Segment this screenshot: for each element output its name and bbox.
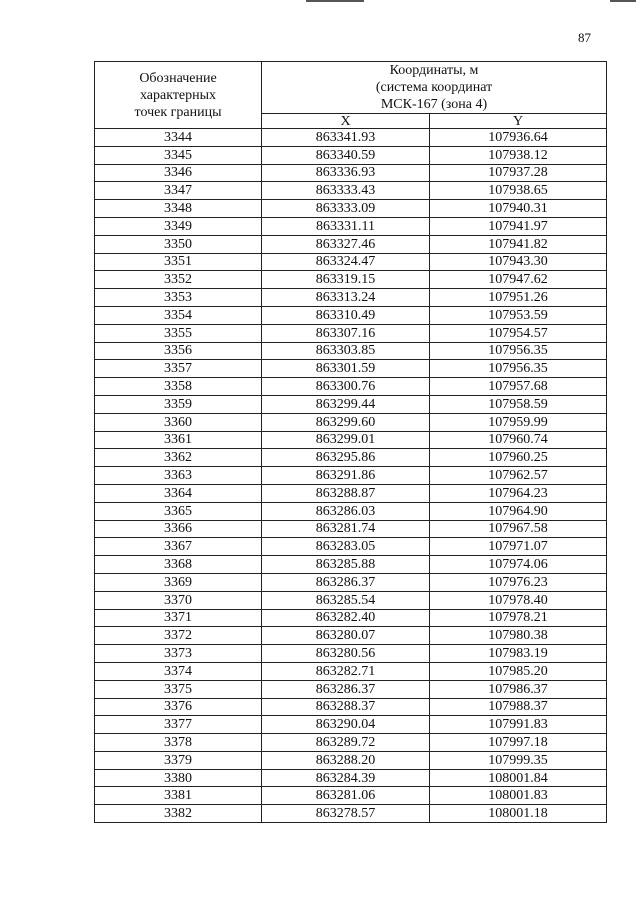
coords-header-line: МСК-167 (зона 4) (380, 97, 488, 112)
table-row (95, 235, 607, 253)
table-row (95, 591, 607, 609)
table-row (95, 680, 607, 698)
y-coordinate-cell: 107967.58 (430, 520, 607, 538)
table-row (95, 556, 607, 574)
table-row (95, 306, 607, 324)
table-row (95, 627, 607, 645)
table-row (95, 200, 607, 218)
point-id-cell: 3377 (95, 716, 262, 734)
table-row (95, 520, 607, 538)
table-row (95, 645, 607, 663)
x-coordinate-cell: 863340.59 (262, 146, 430, 164)
scan-mark (610, 0, 636, 2)
y-coordinate-cell: 107941.82 (430, 235, 607, 253)
point-id-cell: 3366 (95, 520, 262, 538)
table-row (95, 734, 607, 752)
y-coordinate-cell: 107951.26 (430, 289, 607, 307)
y-coordinate-cell: 107962.57 (430, 467, 607, 485)
point-id-cell: 3367 (95, 538, 262, 556)
point-id-cell: 3368 (95, 556, 262, 574)
point-id-cell: 3354 (95, 306, 262, 324)
x-coordinate-cell: 863289.72 (262, 734, 430, 752)
x-coordinate-cell: 863288.20 (262, 751, 430, 769)
x-coordinate-cell: 863336.93 (262, 164, 430, 182)
x-coordinate-cell: 863299.44 (262, 395, 430, 413)
table-row (95, 431, 607, 449)
table-row (95, 573, 607, 591)
point-id-cell: 3364 (95, 484, 262, 502)
x-coordinate-cell: 863285.88 (262, 556, 430, 574)
x-coordinate-cell: 863331.11 (262, 217, 430, 235)
y-coordinate-cell: 107957.68 (430, 378, 607, 396)
table-row (95, 289, 607, 307)
x-coordinate-cell: 863285.54 (262, 591, 430, 609)
point-id-cell: 3362 (95, 449, 262, 467)
y-coordinate-cell: 107936.64 (430, 129, 607, 147)
y-coordinate-cell: 107937.28 (430, 164, 607, 182)
table-row (95, 787, 607, 805)
x-coordinate-cell: 863333.43 (262, 182, 430, 200)
table-row (95, 467, 607, 485)
table-row (95, 395, 607, 413)
point-id-cell: 3359 (95, 395, 262, 413)
x-coordinate-cell: 863341.93 (262, 129, 430, 147)
y-coordinate-cell: 107978.21 (430, 609, 607, 627)
y-coordinate-cell: 107960.74 (430, 431, 607, 449)
x-coordinate-cell: 863284.39 (262, 769, 430, 787)
x-coordinate-cell: 863282.71 (262, 662, 430, 680)
point-id-cell: 3372 (95, 627, 262, 645)
point-id-cell: 3357 (95, 360, 262, 378)
scan-mark (306, 0, 364, 2)
x-coordinate-cell: 863286.37 (262, 573, 430, 591)
table-row (95, 146, 607, 164)
x-coordinate-cell: 863319.15 (262, 271, 430, 289)
y-coordinate-cell: 108001.84 (430, 769, 607, 787)
table-row (95, 484, 607, 502)
point-id-cell: 3365 (95, 502, 262, 520)
point-id-cell: 3369 (95, 573, 262, 591)
point-id-cell: 3361 (95, 431, 262, 449)
x-coordinate-cell: 863301.59 (262, 360, 430, 378)
x-coordinate-cell: 863288.87 (262, 484, 430, 502)
y-coordinate-cell: 108001.83 (430, 787, 607, 805)
table-row (95, 129, 607, 147)
point-header-line: Обозначение (139, 70, 217, 86)
y-coordinate-cell: 107988.37 (430, 698, 607, 716)
y-coordinate-cell: 107971.07 (430, 538, 607, 556)
point-id-cell: 3373 (95, 645, 262, 663)
point-id-cell: 3347 (95, 182, 262, 200)
y-coordinate-cell: 107986.37 (430, 680, 607, 698)
point-id-cell: 3358 (95, 378, 262, 396)
table-row (95, 182, 607, 200)
point-id-cell: 3351 (95, 253, 262, 271)
table-row (95, 502, 607, 520)
x-coordinate-cell: 863278.57 (262, 805, 430, 823)
y-coordinate-cell: 107956.35 (430, 342, 607, 360)
table-row (95, 769, 607, 787)
point-header-line: точек границы (134, 104, 222, 120)
y-coordinate-cell: 107953.59 (430, 306, 607, 324)
table-row (95, 662, 607, 680)
table-row (95, 217, 607, 235)
x-coordinate-cell: 863295.86 (262, 449, 430, 467)
table-row (95, 805, 607, 823)
point-id-cell: 3350 (95, 235, 262, 253)
y-coordinate-cell: 107938.65 (430, 182, 607, 200)
y-coordinate-cell: 107980.38 (430, 627, 607, 645)
point-id-cell: 3379 (95, 751, 262, 769)
x-coordinate-cell: 863300.76 (262, 378, 430, 396)
table-row (95, 360, 607, 378)
x-coordinate-cell: 863299.01 (262, 431, 430, 449)
x-coordinate-cell: 863333.09 (262, 200, 430, 218)
coordinates-table (94, 61, 607, 823)
y-coordinate-cell: 108001.18 (430, 805, 607, 823)
y-coordinate-cell: 107974.06 (430, 556, 607, 574)
x-coordinate-cell: 863290.04 (262, 716, 430, 734)
point-id-cell: 3346 (95, 164, 262, 182)
y-coordinate-cell: 107954.57 (430, 324, 607, 342)
table-row (95, 716, 607, 734)
point-id-cell: 3370 (95, 591, 262, 609)
point-id-cell: 3349 (95, 217, 262, 235)
point-id-cell: 3371 (95, 609, 262, 627)
point-id-cell: 3376 (95, 698, 262, 716)
point-id-cell: 3345 (95, 146, 262, 164)
point-id-cell: 3356 (95, 342, 262, 360)
x-coordinate-cell: 863280.56 (262, 645, 430, 663)
y-coordinate-cell: 107976.23 (430, 573, 607, 591)
x-coordinate-cell: 863283.05 (262, 538, 430, 556)
x-coordinate-cell: 863281.06 (262, 787, 430, 805)
point-id-cell: 3360 (95, 413, 262, 431)
x-coordinate-cell: 863286.37 (262, 680, 430, 698)
x-coordinate-cell: 863303.85 (262, 342, 430, 360)
coords-header-line: Координаты, м (389, 63, 479, 78)
x-column-header: X (262, 114, 430, 129)
table-row (95, 324, 607, 342)
y-coordinate-cell: 107991.83 (430, 716, 607, 734)
y-coordinate-cell: 107959.99 (430, 413, 607, 431)
y-coordinate-cell: 107960.25 (430, 449, 607, 467)
y-coordinate-cell: 107964.23 (430, 484, 607, 502)
x-coordinate-cell: 863299.60 (262, 413, 430, 431)
y-coordinate-cell: 107940.31 (430, 200, 607, 218)
y-coordinate-cell: 107997.18 (430, 734, 607, 752)
y-coordinate-cell: 107985.20 (430, 662, 607, 680)
x-coordinate-cell: 863327.46 (262, 235, 430, 253)
y-coordinate-cell: 107941.97 (430, 217, 607, 235)
x-coordinate-cell: 863281.74 (262, 520, 430, 538)
point-id-cell: 3355 (95, 324, 262, 342)
x-coordinate-cell: 863288.37 (262, 698, 430, 716)
table-row (95, 751, 607, 769)
x-coordinate-cell: 863313.24 (262, 289, 430, 307)
table-body (95, 129, 607, 823)
x-coordinate-cell: 863310.49 (262, 306, 430, 324)
point-id-cell: 3382 (95, 805, 262, 823)
y-coordinate-cell: 107964.90 (430, 502, 607, 520)
point-id-cell: 3348 (95, 200, 262, 218)
table-row (95, 253, 607, 271)
y-coordinate-cell: 107947.62 (430, 271, 607, 289)
x-coordinate-cell: 863324.47 (262, 253, 430, 271)
table-row (95, 698, 607, 716)
y-coordinate-cell: 107943.30 (430, 253, 607, 271)
y-column-header: Y (430, 114, 607, 129)
y-coordinate-cell: 107983.19 (430, 645, 607, 663)
point-id-cell: 3363 (95, 467, 262, 485)
y-coordinate-cell: 107978.40 (430, 591, 607, 609)
point-id-cell: 3378 (95, 734, 262, 752)
x-coordinate-cell: 863286.03 (262, 502, 430, 520)
table-row (95, 413, 607, 431)
table-row (95, 378, 607, 396)
x-coordinate-cell: 863280.07 (262, 627, 430, 645)
y-coordinate-cell: 107958.59 (430, 395, 607, 413)
point-designation-header (95, 62, 262, 129)
table-row (95, 449, 607, 467)
y-coordinate-cell: 107999.35 (430, 751, 607, 769)
table-row (95, 271, 607, 289)
coords-header-line: (система координат (375, 80, 493, 95)
table-row (95, 342, 607, 360)
point-id-cell: 3352 (95, 271, 262, 289)
table-row (95, 538, 607, 556)
coordinates-header (262, 62, 607, 114)
y-coordinate-cell: 107956.35 (430, 360, 607, 378)
x-coordinate-cell: 863307.16 (262, 324, 430, 342)
x-coordinate-cell: 863291.86 (262, 467, 430, 485)
point-header-line: характерных (139, 87, 217, 103)
point-id-cell: 3374 (95, 662, 262, 680)
table-row (95, 164, 607, 182)
table-row (95, 609, 607, 627)
point-id-cell: 3375 (95, 680, 262, 698)
point-id-cell: 3353 (95, 289, 262, 307)
point-id-cell: 3380 (95, 769, 262, 787)
y-coordinate-cell: 107938.12 (430, 146, 607, 164)
point-id-cell: 3344 (95, 129, 262, 147)
point-id-cell: 3381 (95, 787, 262, 805)
page-number: 87 (578, 30, 591, 45)
x-coordinate-cell: 863282.40 (262, 609, 430, 627)
